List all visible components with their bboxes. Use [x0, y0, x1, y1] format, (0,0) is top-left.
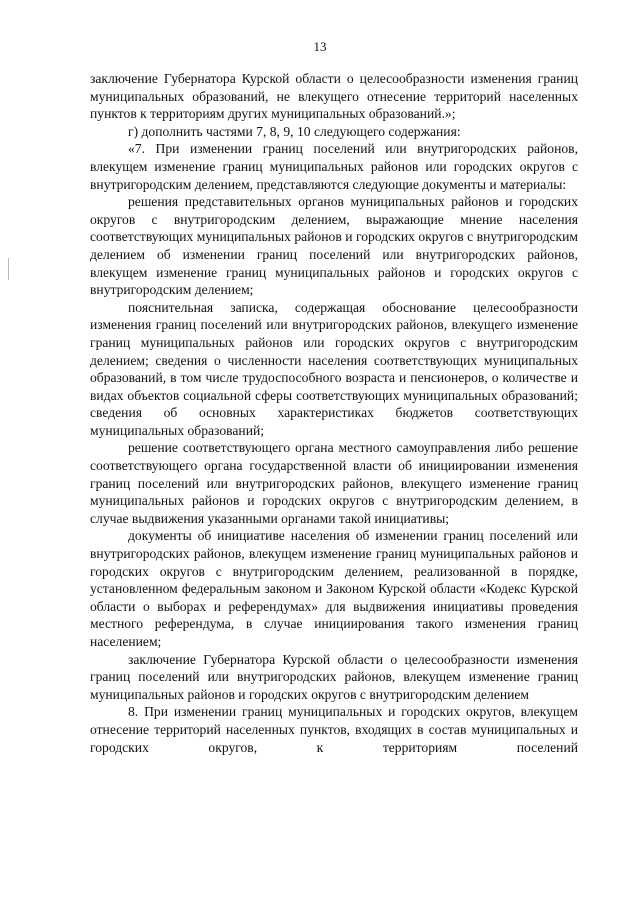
paragraph: заключение Губернатора Курской области о целесообразности изменения границ муниципальных образований, не влекущего отнесение территорий населенных пунктов к территориям других муниципальных образований.»;: [90, 71, 578, 122]
paragraph: г) дополнить частями 7, 8, 9, 10 следующего содержания:: [128, 123, 461, 139]
paragraph: документы об инициативе населения об изменении границ поселений или внутригородских районов, влекущем изменение границ муниципальных районов и городских округов с внутригородским делением, реализованной в порядке, установленном федеральным законом и Законом Курской области «Кодекс Курской области о выборах и референдумах» для выдвижения инициативы проведения местного референдума, в случае инициирования такого изменения границ населением;: [90, 528, 578, 649]
page-number: 13: [313, 39, 327, 54]
document-body: [90, 70, 578, 756]
paragraph: решение соответствующего органа местного самоуправления либо решение соответствующего органа государственной власти об инициировании изменения границ поселений или внутригородских районов, влекущего изменение границ муниципальных районов и городских округов с внутригородским делением, в случае выдвижения указанными органами такой инициативы;: [90, 440, 578, 526]
paragraph: решения представительных органов муниципальных районов и городских округов с внутригородским делением, выражающие мнение населения соответствующих муниципальных районов и городских округов с внутригородским делением об изменении границ поселений или внутригородских районов, влекущем изменение границ муниципальных районов и городских округов с внутригородским делением;: [90, 194, 578, 298]
scan-margin-mark: [8, 258, 9, 280]
paragraph: пояснительная записка, содержащая обоснование целесообразности изменения границ поселений или внутригородских районов, влекущего изменение границ муниципальных районов или городских округов с внутригородским делением; сведения о численности населения соответствующих муниципальных образований, в том числе трудоспособного возраста и пенсионеров, о количестве и видах объектов социальной сферы соответствующих муниципальных образований; сведения об основных характеристиках бюджетов соответствующих муниципальных образований;: [90, 299, 578, 438]
paragraph: «7. При изменении границ поселений или внутригородских районов, влекущем изменение границ муниципальных районов или городских округов с внутригородским делением, представляются следующие документы и материалы:: [90, 141, 578, 192]
paragraph: 8. При изменении границ муниципальных и городских округов, влекущем отнесение территорий населенных пунктов, входящих в состав муниципальных и городских округов, к территориям поселений: [90, 704, 578, 755]
paragraph: заключение Губернатора Курской области о целесообразности изменения границ поселений или внутригородских районов, влекущем изменение границ муниципальных районов и городских округов с внутригородским делением: [90, 651, 578, 702]
